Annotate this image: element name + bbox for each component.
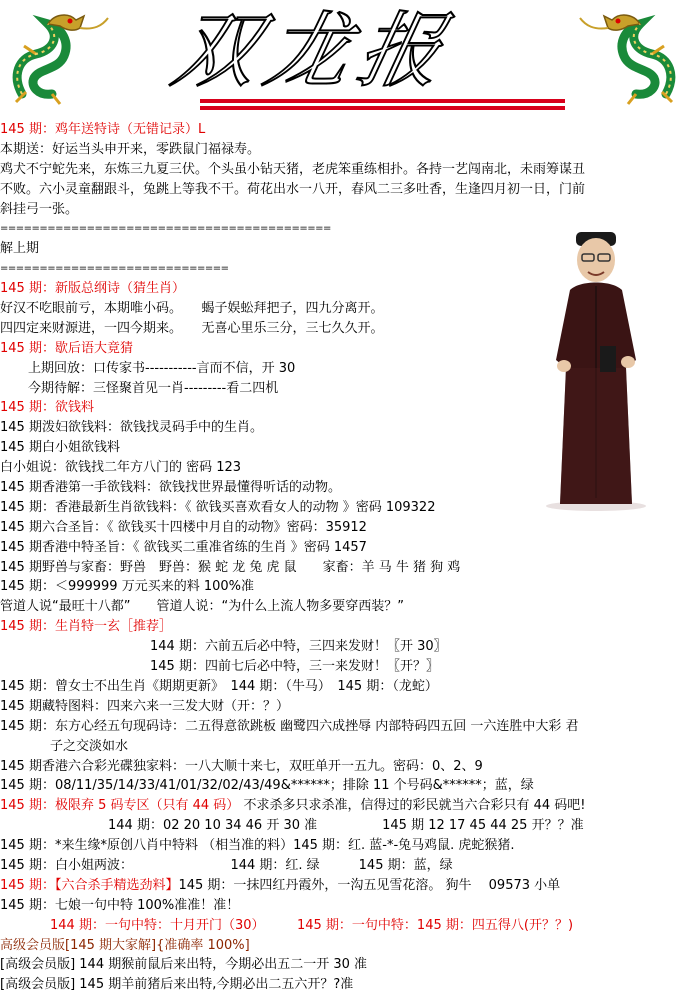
limit-note: 不求杀多只求杀准，信得过的彩民就当六合彩只有 44 码吧!	[243, 798, 586, 814]
text-line: 145 期：曾女士不出生肖《期期更新》 144 期：（牛马） 145 期：（龙蛇）	[0, 678, 438, 694]
text-line: 斜挂弓一张。	[0, 201, 79, 217]
text-line: 145 期香港六合彩光碟独家料：一八大顺十来七，双旺单开一五九。密码：0、2、9	[0, 758, 483, 774]
dragon-icon	[4, 6, 124, 106]
killer-tail: 145 期：一抹四红丹霞外，一沟五见雪花溶。 狗牛 09573 小单	[178, 877, 561, 893]
text-line: 145 期香港中特圣旨：《 欲钱买二重准省练的生肖 》密码 1457	[0, 539, 367, 555]
masthead-underline	[200, 99, 565, 103]
masthead-title: 双龙报	[165, 4, 462, 99]
text-line: 145 期：四前七后必中特，三一来发财！〖开？〗	[150, 659, 439, 675]
text-line: 145 期白小姐欲钱料	[0, 440, 120, 456]
section-heading: 145 期：【六合杀手精选劲料】	[0, 877, 179, 893]
section-heading: 145 期：欲钱料	[0, 400, 94, 416]
text-line: 解上期	[0, 241, 40, 257]
text-line: 145 期：白小姐两波： 144 期：红. 绿 145 期：蓝，绿	[0, 857, 453, 873]
text-line: 管道人说“最旺十八都” 管道人说：“为什么上流人物多要穿西装？”	[0, 599, 404, 615]
text-line: 145 期藏特图料：四来六来一三发大财（开：？）	[0, 698, 289, 714]
text-line: 不败。六小灵童翻跟斗，兔跳上等我不干。荷花出水一八开，春风二三多吐香，生逢四月初一日，门前	[0, 181, 586, 197]
text-line: 145 期野兽与家畜：野兽 野兽：猴 蛇 龙 兔 虎 鼠 家畜：羊 马 牛 猪 狗 鸡	[0, 559, 461, 575]
text-line: 鸡犬不宁蛇先来，东炼三九夏三伏。个头虽小钻天猪，老虎笨重练相扑。各持一艺闯南北，未雨筹谋丑	[0, 161, 586, 177]
text-line: [高级会员版] 144 期猴前鼠后来出特，今期必出五二一开 30 准	[0, 957, 368, 973]
text-line: 144 期：六前五后必中特，三四来发财！〖开 30〗	[150, 639, 447, 655]
section-heading: 145 期：歇后语大竟猜	[0, 340, 133, 356]
text-line: 145 期香港第一手欲钱料：欲钱找世界最懂得听话的动物。	[0, 480, 341, 496]
text-line: 145 期：*来生缘*原创八肖中特料 （相当准的料）145 期：红. 蓝-*-兔马鸡鼠. 虎蛇猴猪.	[0, 838, 515, 854]
section-heading: 145 期：新版总纲诗（猜生肖）	[0, 281, 185, 297]
article-body	[0, 120, 688, 995]
text-line: 本期送：好运当头申开来，零跌鼠门福禄寿。	[0, 141, 261, 157]
text-line: 上期回放：口传家书-----------言而不信，开 30	[28, 360, 296, 376]
masthead-banner	[0, 0, 688, 118]
text-line: 四四定来财源进，一四今期来。 无喜心里乐三分，三七久久开。	[0, 320, 384, 336]
section-heading: 145 期：极限弃 5 码专区（只有 44 码）	[0, 798, 240, 814]
section-heading: 145 期：生肖特一玄［推荐］	[0, 619, 172, 635]
text-line: 今期待解：三怪聚首见一肖---------看二四机	[28, 380, 279, 396]
text-line: 子之交淡如水	[50, 738, 129, 754]
section-heading: 高级会员版[145 期大家解]{准确率 100%]	[0, 937, 250, 953]
divider-line: =============================	[0, 263, 229, 275]
masthead-underline	[200, 106, 565, 110]
text-line: 145 期六合圣旨：《 欲钱买十四楼中月自的动物》密码：35912	[0, 519, 367, 535]
text-line: 145 期：＜999999 万元买来的料 100%准	[0, 579, 255, 595]
text-line: 145 期：东方心经五句现码诗：二五得意欲跳板 幽鹭四六成挫辱 内部特码四五回 一六连胜中大彩 君	[0, 718, 579, 734]
text-line: 好汉不吃眼前亏，本期唯小码。 蝎子娱蚣拜把子，四九分离开。	[0, 301, 384, 317]
text-line: 145 期：08/11/35/14/33/41/01/32/02/43/49&******；排除 11 个号码&******；蓝，绿	[0, 778, 534, 794]
divider-line: ==========================================	[0, 223, 331, 235]
dragon-icon	[564, 6, 684, 106]
text-line: 145 期：香港最新生肖欲钱料：《 欲钱买喜欢看女人的动物 》密码 109322	[0, 499, 436, 515]
highlight-line: 144 期：一句中特：十月开门（30） 145 期：一句中特：145 期：四五得八(开？？)	[50, 917, 574, 933]
text-line: 145 期：七娘一句中特 100%准准！准！	[0, 897, 240, 913]
text-line: 144 期：02 20 10 34 46 开 30 准 145 期 12 17 45 44 25 开？？准	[108, 818, 584, 834]
section-heading: 145 期：鸡年送特诗（无错记录）L	[0, 122, 206, 137]
text-line: 145 期泼妇欲钱料：欲钱找灵码手中的生肖。	[0, 420, 263, 436]
limit-section-line	[0, 796, 688, 816]
text-line: [高级会员版] 145 期羊前猪后来出特,今期必出二五六开？?准	[0, 977, 354, 993]
killer-section-line	[0, 876, 688, 896]
text-line: 白小姐说：欲钱找二年方八门的 密码 123	[0, 460, 242, 476]
